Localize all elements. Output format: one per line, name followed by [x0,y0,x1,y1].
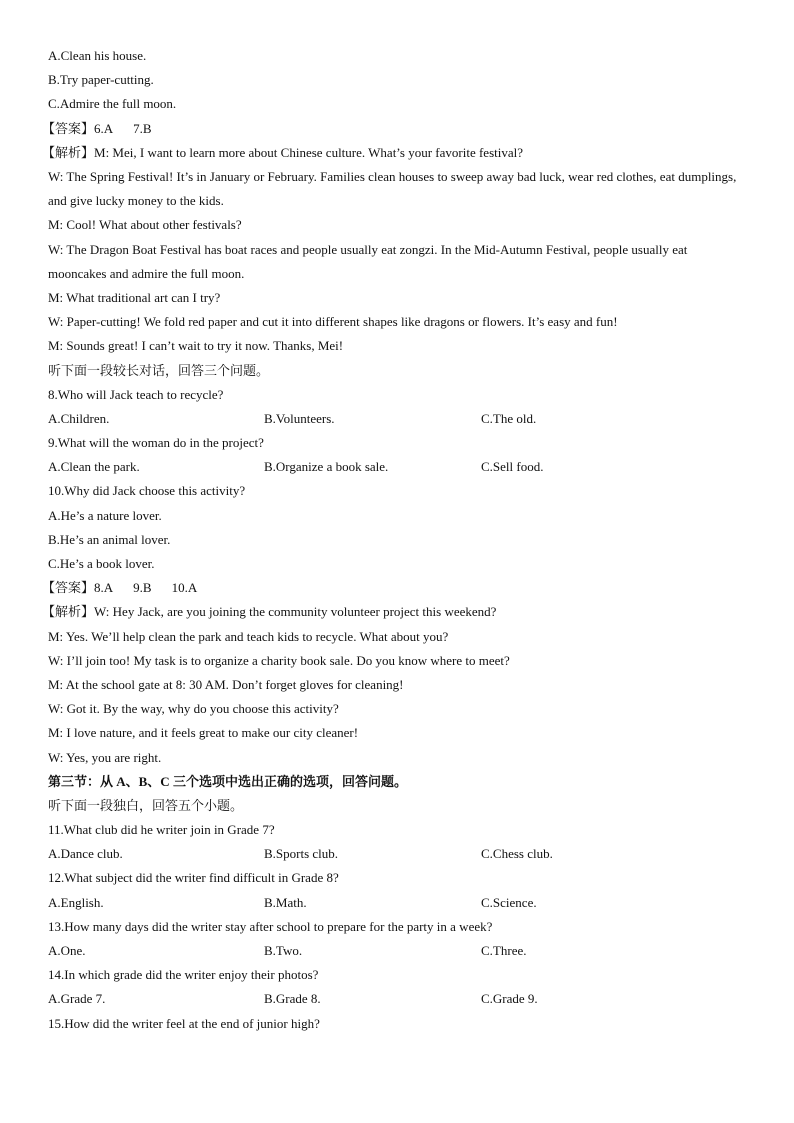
option-c: C.Sell food. [481,459,544,475]
dialogue-line: M: Yes. We’ll help clean the park and teach kids to recycle. What about you? [48,628,449,644]
section-instruction: 听下面一段较长对话，回答三个问题。 [48,362,270,378]
option-b: B.Volunteers. [264,410,335,426]
option-a: A.One. [48,943,86,958]
dialogue-line: M: Mei, I want to learn more about Chinese culture. What’s your favorite festival? [94,144,524,160]
analysis-line [42,141,748,165]
question-13: 13.How many days did the writer stay after school to prepare for the party in a week? [48,918,493,934]
option-c: C.He’s a book lover. [48,556,155,571]
option-b: B.Organize a book sale. [264,459,389,475]
option-a: A.Grade 7. [48,991,106,1007]
answer-value: 6.A [94,120,114,136]
answer-value: 10.A [171,580,198,596]
question-12: 12.What subject did the writer find difficult in Grade 8? [48,870,339,886]
option-b: B.Math. [264,894,307,910]
option-a: A.Dance club. [48,846,123,862]
question-10: 10.Why did Jack choose this activity? [48,483,246,499]
question-14: 14.In which grade did the writer enjoy their photos? [48,967,319,983]
question-14-options [48,987,748,1011]
exam-page [42,44,748,1036]
answer-tag: 【答案】 [42,120,95,136]
dialogue-line: W: The Dragon Boat Festival has boat races and people usually eat zongzi. In the Mid-Autumn Festival, people usually eat mooncakes and admire the full moon. [48,241,688,281]
analysis-line [42,600,748,624]
dialogue-line: W: Paper-cutting! We fold red paper and cut it into different shapes like dragons or flowers. It’s easy and fun! [48,314,618,330]
option-b: B.Grade 8. [264,991,321,1007]
dialogue-line: M: I love nature, and it feels great to make our city cleaner! [48,725,359,741]
question-8: 8.Who will Jack teach to recycle? [48,386,224,402]
dialogue-line: M: At the school gate at 8: 30 AM. Don’t forget gloves for cleaning! [48,676,404,692]
answer-tag: 【答案】 [42,580,95,596]
question-9: 9.What will the woman do in the project? [48,435,264,451]
question-12-options [48,891,748,915]
option-a: A.Clean his house. [48,48,147,63]
dialogue-line: M: Sounds great! I can’t wait to try it now. Thanks, Mei! [48,338,344,354]
dialogue-line: W: Yes, you are right. [48,749,162,765]
option-b: B.Sports club. [264,846,339,862]
option-c: C.Science. [481,894,537,910]
option-b: B.Try paper-cutting. [48,72,154,88]
answer-value: 9.B [133,580,152,596]
option-c: C.Three. [481,943,527,958]
analysis-tag: 【解析】 [42,144,95,160]
answer-value: 8.A [94,580,114,596]
option-b: B.Two. [264,943,303,958]
option-a: A.Clean the park. [48,459,140,475]
option-a: A.Children. [48,410,110,426]
question-11-options [48,842,748,866]
dialogue-line: W: I’ll join too! My task is to organize a charity book sale. Do you know where to meet? [48,652,510,668]
analysis-tag: 【解析】 [42,604,95,620]
option-a: A.He’s a nature lover. [48,507,162,523]
question-9-options [48,455,748,479]
dialogue-line: M: What traditional art can I try? [48,289,221,305]
dialogue-line: W: Got it. By the way, why do you choose this activity? [48,701,339,717]
option-c: C.Chess club. [481,846,553,862]
question-8-options [48,407,748,431]
question-13-options [48,939,748,963]
question-11: 11.What club did he writer join in Grade 7? [48,822,275,838]
question-15: 15.How did the writer feel at the end of junior high? [48,1015,320,1031]
option-a: A.English. [48,894,104,910]
option-c: C.Admire the full moon. [48,96,177,112]
answer-value: 7.B [133,120,152,136]
answer-line [42,117,748,141]
section-instruction: 听下面一段独白，回答五个小题。 [48,797,244,813]
option-c: C.Grade 9. [481,991,538,1007]
dialogue-line: W: The Spring Festival! It’s in January or February. Families clean houses to sweep away bad luck, wear red clothes, eat dumplings, and give lucky money to the kids. [48,168,737,209]
dialogue-line: M: Cool! What about other festivals? [48,217,242,233]
option-b: B.He’s an animal lover. [48,531,171,547]
option-c: C.The old. [481,410,537,426]
dialogue-line: W: Hey Jack, are you joining the community volunteer project this weekend? [94,604,497,620]
section-heading: 第三节：从 A、B、C 三个选项中选出正确的选项，回答问题。 [48,773,407,789]
answer-line [42,576,748,600]
